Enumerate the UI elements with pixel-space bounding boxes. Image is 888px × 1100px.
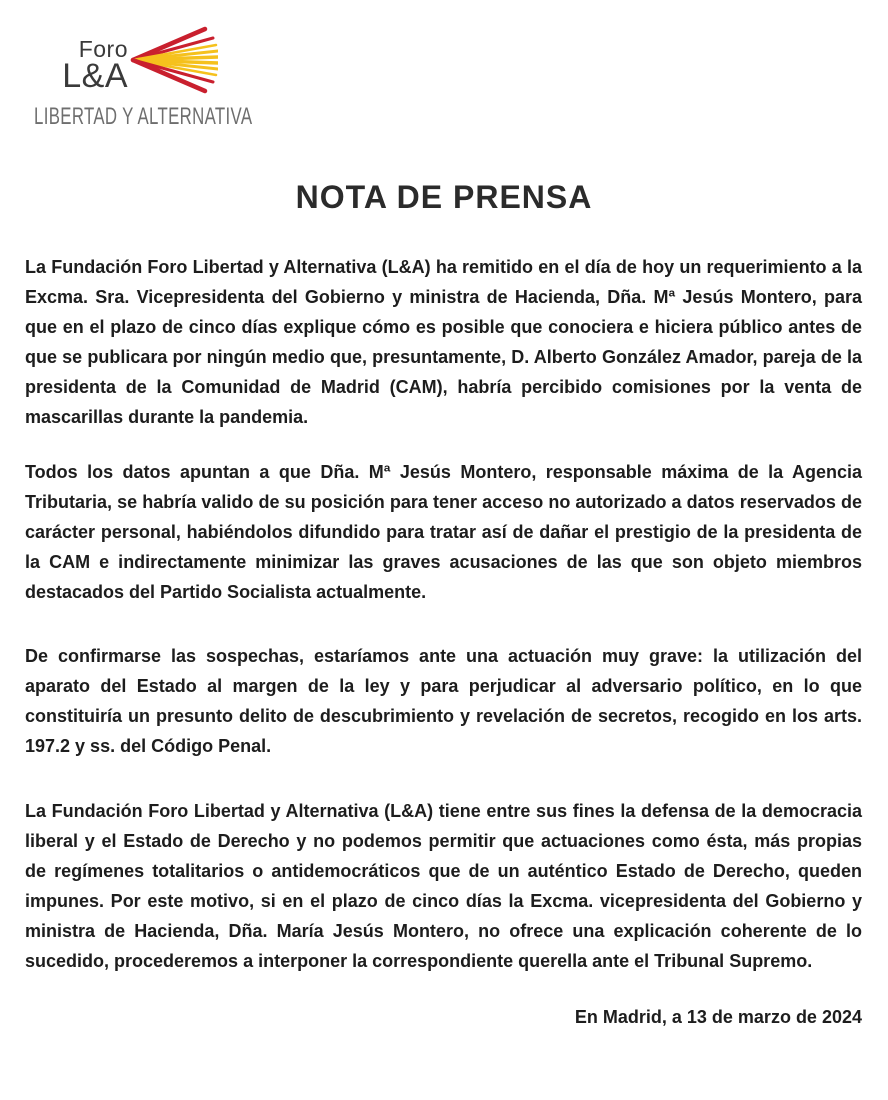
flag-fan-icon [130, 26, 218, 94]
paragraph-4: La Fundación Foro Libertad y Alternativa (L&A) tiene entre sus fines la defensa de la democracia liberal y el Estado de Derecho y no podemos permitir que actuaciones como ésta, más propias de regímenes totalitarios o antidemocráticos que de un auténtico Estado de Derecho, queden impunes. Por este motivo, si en el plazo de cinco días la Excma. vicepresidenta del Gobierno y ministra de Hacienda, Dña. María Jesús Montero, no ofrece una explicación coherente de lo sucedido, procederemos a interponer la correspondiente querella ante el Tribunal Supremo. [25, 801, 862, 971]
press-note-body [25, 252, 862, 1032]
paragraph-1: La Fundación Foro Libertad y Alternativa (L&A) ha remitido en el día de hoy un requerimiento a la Excma. Sra. Vicepresidenta del Gobierno y ministra de Hacienda, Dña. Mª Jesús Montero, para que en el plazo de cinco días explique cómo es posible que conociera e hiciera público antes de que se publicara por ningún medio que, presuntamente, D. Alberto González Amador, pareja de la presidenta de la Comunidad de Madrid (CAM), habría percibido comisiones por la venta de mascarillas durante la pandemia. [25, 257, 862, 427]
paragraph-3: De confirmarse las sospechas, estaríamos ante una actuación muy grave: la utilización del aparato del Estado al margen de la ley y para perjudicar al adversario político, en lo que constituiría un presunto delito de descubrimiento y revelación de secretos, recogido en los arts. 197.2 y ss. del Código Penal. [25, 646, 862, 756]
dateline: En Madrid, a 13 de marzo de 2024 [574, 1007, 862, 1027]
page-title: NOTA DE PRENSA [295, 179, 593, 215]
logo-brand-line2: L&A [62, 57, 128, 95]
logo-tagline: LIBERTAD Y ALTERNATIVA [34, 103, 253, 130]
foro-la-logo [33, 22, 273, 132]
logo-brand-line1: Foro [78, 36, 128, 62]
paragraph-2: Todos los datos apuntan a que Dña. Mª Jesús Montero, responsable máxima de la Agencia Tributaria, se habría valido de su posición para tener acceso no autorizado a datos reservados de carácter personal, habiéndolos difundido para tratar así de dañar el prestigio de la presidenta de la CAM e indirectamente minimizar las graves acusaciones de las que son objeto miembros destacados del Partido Socialista actualmente. [25, 462, 862, 602]
logo-brand-text [33, 36, 128, 95]
